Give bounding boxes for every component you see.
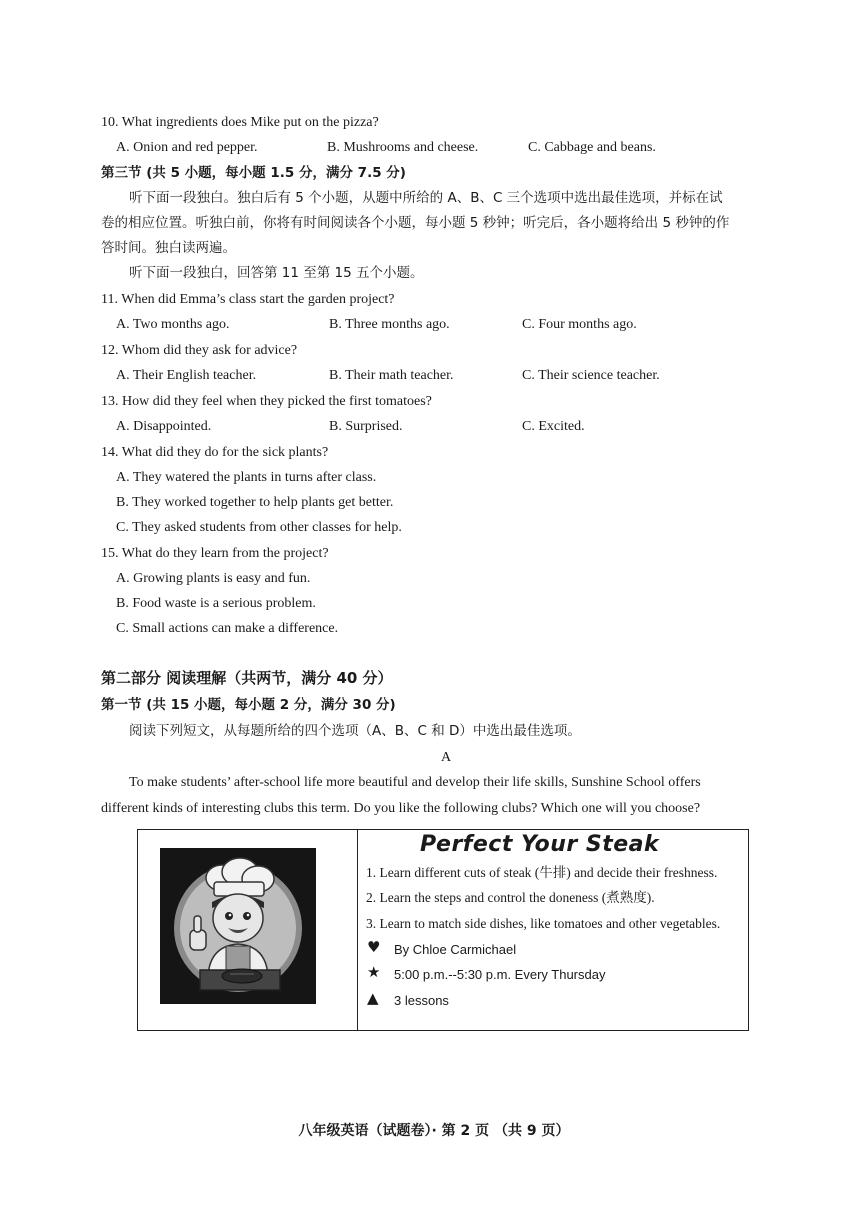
star-icon: ★ <box>367 963 381 981</box>
question-10: 10. What ingredients does Mike put on the pizza? <box>101 115 379 130</box>
club-teacher: By Chloe Carmichael <box>394 942 517 957</box>
question-15: 15. What do they learn from the project? <box>101 546 329 561</box>
q10-option-b: B. Mushrooms and cheese. <box>327 140 479 155</box>
question-11: 11. When did Emma’s class start the garden project? <box>101 292 395 307</box>
club-card <box>137 829 749 1031</box>
q10-option-c: C. Cabbage and beans. <box>528 140 656 155</box>
club-time: 5:00 p.m.--5:30 p.m. Every Thursday <box>394 967 606 982</box>
passage-intro-2: different kinds of interesting clubs this term. Do you like the following clubs? Which one will you choose? <box>101 801 701 816</box>
club-item-1: 1. Learn different cuts of steak (牛排) and decide their freshness. <box>366 865 718 880</box>
q12-option-c: C. Their science teacher. <box>522 368 660 383</box>
q13-option-b: B. Surprised. <box>329 419 403 434</box>
question-12: 12. Whom did they ask for advice? <box>101 343 298 358</box>
q11-option-a: A. Two months ago. <box>116 317 230 332</box>
passage-label: A <box>441 750 452 765</box>
q11-option-c: C. Four months ago. <box>522 317 637 332</box>
chef-boy-icon <box>160 848 316 1004</box>
q12-option-b: B. Their math teacher. <box>329 368 454 383</box>
q14-option-b: B. They worked together to help plants get better. <box>116 495 394 510</box>
q13-option-c: C. Excited. <box>522 419 585 434</box>
section3-instruction-4: 听下面一段独白，回答第 11 至第 15 五个小题。 <box>129 265 424 281</box>
q14-option-c: C. They asked students from other classes for help. <box>116 520 402 535</box>
club-item-2: 2. Learn the steps and control the doneness (煮熟度). <box>366 890 655 905</box>
section3-instruction-1: 听下面一段独白。独白后有 5 个小题，从题中所给的 A、B、C 三个选项中选出最佳选项，并标在试 <box>129 190 723 206</box>
q15-option-a: A. Growing plants is easy and fun. <box>116 571 311 586</box>
club-item-3: 3. Learn to match side dishes, like tomatoes and other vegetables. <box>366 916 721 931</box>
q15-option-c: C. Small actions can make a difference. <box>116 621 339 636</box>
q10-option-a: A. Onion and red pepper. <box>116 140 258 155</box>
part2-instruction: 阅读下列短文，从每题所给的四个选项（A、B、C 和 D）中选出最佳选项。 <box>129 723 581 739</box>
club-image-panel <box>138 830 358 1030</box>
chef-illustration <box>160 848 316 1004</box>
passage-intro-1: To make students’ after-school life more beautiful and develop their life skills, Sunshine School offers <box>129 775 701 790</box>
part2-section1-header: 第一节 (共 15 小题，每小题 2 分，满分 30 分) <box>101 697 396 713</box>
q14-option-a: A. They watered the plants in turns after class. <box>116 470 377 485</box>
club-title: Perfect Your Steak <box>420 832 660 857</box>
q13-option-a: A. Disappointed. <box>116 419 212 434</box>
heart-icon: ♥ <box>367 938 381 956</box>
part2-header: 第二部分 阅读理解（共两节，满分 40 分） <box>101 669 393 687</box>
club-lessons: 3 lessons <box>394 993 449 1008</box>
question-13: 13. How did they feel when they picked the first tomatoes? <box>101 394 432 409</box>
section3-header: 第三节 (共 5 小题，每小题 1.5 分，满分 7.5 分) <box>101 165 406 181</box>
question-14: 14. What did they do for the sick plants? <box>101 445 329 460</box>
triangle-icon: ▲ <box>367 989 379 1007</box>
q12-option-a: A. Their English teacher. <box>116 368 257 383</box>
q11-option-b: B. Three months ago. <box>329 317 450 332</box>
section3-instruction-3: 答时间。独白读两遍。 <box>101 240 236 256</box>
section3-instruction-2: 卷的相应位置。听独白前，你将有时间阅读各个小题，每小题 5 秒钟；听完后，各小题将给出 5 秒钟的作 <box>101 215 730 231</box>
page-footer: 八年级英语（试题卷）· 第 2 页 （共 9 页） <box>298 1123 570 1139</box>
q15-option-b: B. Food waste is a serious problem. <box>116 596 316 611</box>
